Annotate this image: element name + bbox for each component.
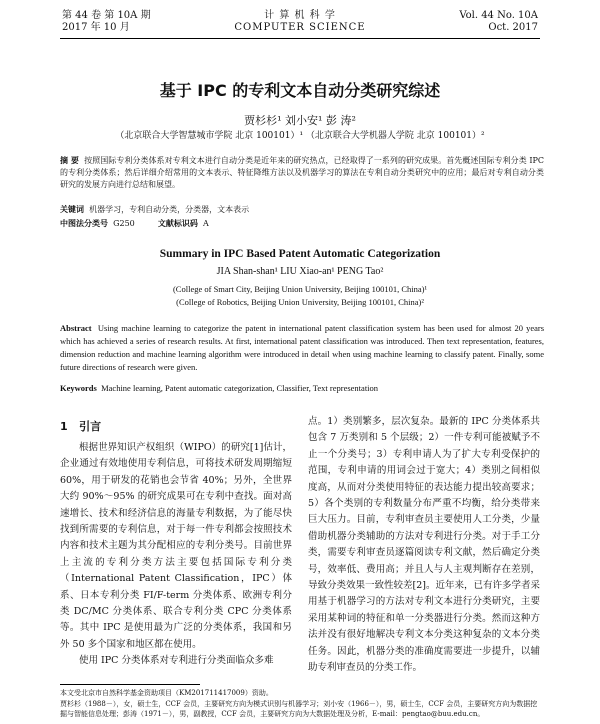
body-right-column: 点。1）类别繁多，层次复杂。最新的 IPC 分类体系共包含 7 万类别和 5 个层级；2）一件专利可能被赋予不止一个分类号；3）专利申请人为了扩大专利受保护的范围，专利申请的用词会过于宽大；4）类别之间相似度高，从而对分类使用特征的表达能力提出较高要求；5）各个类别的专利数量分布严重不均衡，给分类带来巨大压力。目前，专利审查员主要使用人工分类，少量借助机器分类辅助的方法对专利进行分类。对于手工分类，需要专利审查员逐篇阅读专利文献，然后确定分类号，效率低、费用高；并且人与人主观判断存在差别，导致分类效果一致性较差[2]。近年来，已有许多学者采用基于机器学习的方法对专利文本进行分类研究，主要采用某种词的特征和单一分类器进行分类。然而这种方法并没有很好地解决专利文本分类这种复杂的文本分类任务。因此，机器分类的准确度需要进一步提升，以辅助专利审查员的分类工作。	[308, 416, 540, 674]
class-number-label: 中图法分类号	[60, 219, 108, 228]
journal-name-cn: 计 算 机 科 学	[264, 10, 336, 21]
section-heading	[60, 418, 101, 434]
abstract-en	[60, 322, 544, 374]
volume-issue: 第 44 卷 第 10A 期	[62, 10, 151, 21]
keywords-label-cn: 关键词	[60, 205, 84, 214]
body-paragraph-1: 根据世界知识产权组织（WIPO）的研究[1]估计，企业通过有效地使用专利信息，可将技术研发周期缩短 60%，用于研发的花销也会节省 40%；另外，全世界大约 90%～95% 的研究成果可在专利中查找。面对高速增长、技术和经济信息的海量专利数据，为了能尽快找到所需要的专利信息，对于每一件专利都会按照技术内容和技术主题为其分配相应的专利分类号。目前世界上主流的专利分类方法主要包括国际专利分类（International Patent Classification，IPC）体系、日本专利分类 FI/F-term 分类体系、欧洲专利分类 DC/MC 分类体系、联合专利分类 CPC 分类体系等。其中 IPC 是使用最为广泛的分类体系，我国和另外 50 多个国家和地区都在使用。	[60, 442, 292, 650]
publication-date: 2017 年 10 月	[62, 22, 130, 33]
body-left-column	[60, 440, 292, 670]
affiliation-cn: （北京联合大学智慧城市学院 北京 100101）¹ （北京联合大学机器人学院 北京 100101）²	[115, 131, 485, 141]
authors-cn: 贾杉杉¹ 刘小安¹ 彭 涛²	[244, 114, 356, 127]
section-number: 1	[60, 420, 68, 433]
journal-name-en: COMPUTER SCIENCE	[234, 22, 366, 33]
keywords-text-cn: 机器学习，专利自动分类，分类器，文本表示	[89, 205, 250, 214]
footnote-authors: 贾杉杉（1988－），女，硕士生，CCF 会员，主要研究方向为模式识别与机器学习；刘小安（1966－），男，硕士生，CCF 会员，主要研究方向为数据挖掘与智能信息处理；彭涛（1971－），男，副教授，CCF 会员，主要研究方向为大数据处理及分析，E-mail：pengtao@buu.edu.cn。	[60, 700, 538, 718]
class-number-value: G250	[113, 219, 135, 228]
doc-code-value: A	[202, 219, 209, 228]
authors-en: JIA Shan-shan¹ LIU Xiao-an¹ PENG Tao²	[216, 266, 384, 277]
volume-issue-en: Vol. 44 No. 10A	[459, 10, 538, 21]
footnote-funding: 本文受北京市自然科学基金资助项目（KM201711417009）资助。	[60, 689, 273, 697]
abstract-cn	[60, 155, 544, 191]
keywords-en	[60, 383, 544, 393]
paper-title-cn: 基于 IPC 的专利文本自动分类研究综述	[159, 81, 441, 100]
abstract-label-en: Abstract	[60, 323, 92, 333]
abstract-text-cn: 按照国际专利分类体系对专利文本进行自动分类是近年来的研究热点，已经取得了一系列的研究成果。首先概述国际专利分类 IPC 的专利分类体系；然后详细介绍常用的文本表示、特征降维方法以及机器学习的算法在专利自动分类研究中的应用；最后对专利自动分类研究的发展方向进行总结和展望。	[60, 156, 544, 189]
paper-title-en: Summary in IPC Based Patent Automatic Categorization	[159, 248, 441, 260]
keywords-cn	[60, 204, 249, 215]
doc-code-label: 文献标识码	[157, 219, 198, 228]
publication-date-en: Oct. 2017	[488, 22, 538, 33]
classification-info	[60, 218, 209, 229]
footnote-divider	[60, 684, 200, 685]
journal-volume-info-en	[459, 10, 538, 34]
affiliation-en-2: (College of Robotics, Beijing Union University, Beijing 100101, China)²	[176, 297, 424, 307]
section-title: 引言	[79, 420, 102, 433]
affiliation-en-1: (College of Smart City, Beijing Union University, Beijing 100101, China)¹	[172, 284, 428, 294]
body-paragraph-2: 使用 IPC 分类体系对专利进行分类面临众多难	[79, 655, 274, 667]
keywords-label-en: Keywords	[60, 383, 97, 393]
abstract-label-cn: 摘 要	[60, 156, 79, 165]
header-divider	[60, 38, 540, 39]
keywords-text-en: Machine learning, Patent automatic categorization, Classifier, Text representation	[101, 383, 379, 393]
abstract-text-en: Using machine learning to categorize the patent in international patent classification system has been used for almost 20 years which has achieved a series of research results. At first, international patent classification was introduced. Then text representation, features, dimension reduction and machine learning algorithm were introduced in detail when using machine learning to classify patent. Finally, some future directions of research were given.	[60, 323, 545, 372]
